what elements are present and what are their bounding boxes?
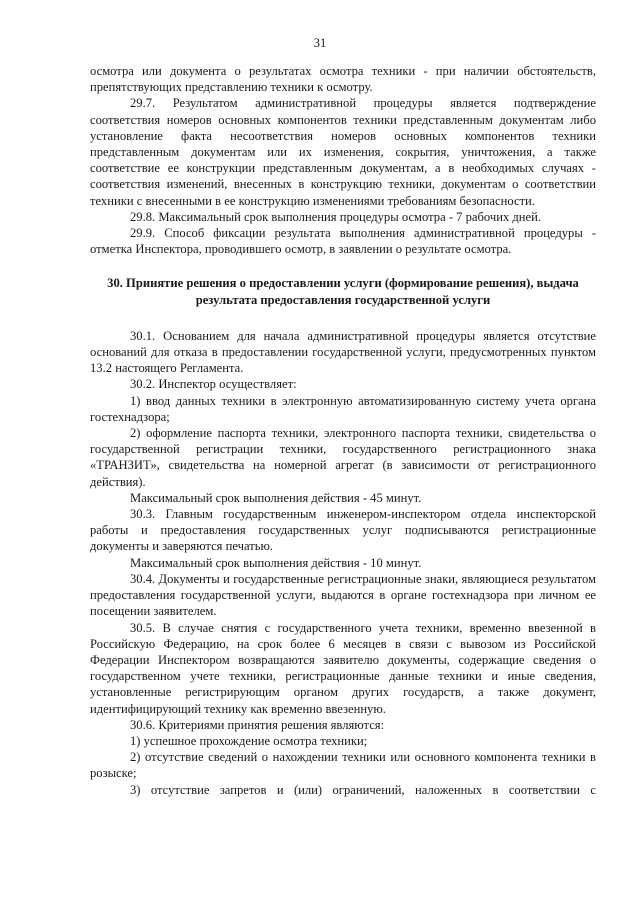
paragraph-30-3: 30.3. Главным государственным инженером-инспектором отдела инспекторской работы и предоставления государственных услуг подписываются регистрационные документы и заверяются печатью. <box>90 507 596 554</box>
paragraph-30-4: 30.4. Документы и государственные регистрационные знаки, являющиеся результатом предоставления государственной услуги, выдаются в органе гостехнадзора при личном ее посещении заявителем. <box>90 571 596 619</box>
paragraph-29-7: 29.7. Результатом административной процедуры является подтверждение соответствия номеров основных компонентов техники представленным документам либо установление факта несоответствия номеров основных компонентов техники представленным документам или их изменения, сокрытия, уничтожения, а также соответствие ее конструкции представленным документам, а в необходимых случаях - соответствия изменений, внесенных в конструкцию техники, документам о соответствии техники с внесенными в ее конструкцию изменениями требованиям безопасности. <box>90 96 596 208</box>
page-number: 31 <box>313 36 327 50</box>
list-item-30-6-2: 2) отсутствие сведений о нахождении техники или основного компонента техники в розыске; <box>90 750 596 781</box>
paragraph-29-9: 29.9. Способ фиксации результата выполнения административной процедуры - отметка Инспектора, проводившего осмотр, в заявлении о результате осмотра. <box>90 226 596 257</box>
list-item-30-6-3: 3) отсутствие запретов и (или) ограничений, наложенных в соответствии с <box>130 782 596 797</box>
list-item-30-2-1: 1) ввод данных техники в электронную автоматизированную систему учета органа гостехнадзора; <box>90 393 596 424</box>
section-heading-30: 30. Принятие решения о предоставлении услуги (формирование решения), выдача результата предоставления государственной услуги <box>107 276 579 307</box>
paragraph-30-6: 30.6. Критериями принятия решения являются: <box>130 717 385 732</box>
list-item-30-2-2: 2) оформление паспорта техники, электронного паспорта техники, свидетельства о государственной регистрации техники, государственного регистрационного знака «ТРАНЗИТ», свидетельства на номерной агрегат (в зависимости от регистрационного действия). <box>90 426 596 489</box>
max-time-note: Максимальный срок выполнения действия - 10 минут. <box>130 555 422 570</box>
paragraph-29-8: 29.8. Максимальный срок выполнения процедуры осмотра - 7 рабочих дней. <box>130 209 542 224</box>
paragraph-30-5: 30.5. В случае снятия с государственного учета техники, временно ввезенной в Российскую Федерацию, на срок более 6 месяцев в связи с вывозом из Российской Федерации Инспектором возвращаются заявителю документы, содержащие сведения о государственном учете техники, регистрационные данные техники и иные сведения, установленные регистрирующим органом других государств, а также документ, идентифицирующий технику как временно ввезенную. <box>90 620 596 716</box>
document-body <box>90 63 596 798</box>
paragraph-30-2: 30.2. Инспектор осуществляет: <box>130 377 297 392</box>
paragraph-30-1: 30.1. Основанием для начала административной процедуры является отсутствие оснований для отказа в предоставлении государственной услуги, предусмотренных пунктом 13.2 настоящего Регламента. <box>90 328 596 376</box>
paragraph-continuation: осмотра или документа о результатах осмотра техники - при наличии обстоятельств, препятствующих представлению техники к осмотру. <box>90 64 596 95</box>
list-item-30-6-1: 1) успешное прохождение осмотра техники; <box>130 733 368 748</box>
max-time-note: Максимальный срок выполнения действия - 45 минут. <box>130 490 422 505</box>
